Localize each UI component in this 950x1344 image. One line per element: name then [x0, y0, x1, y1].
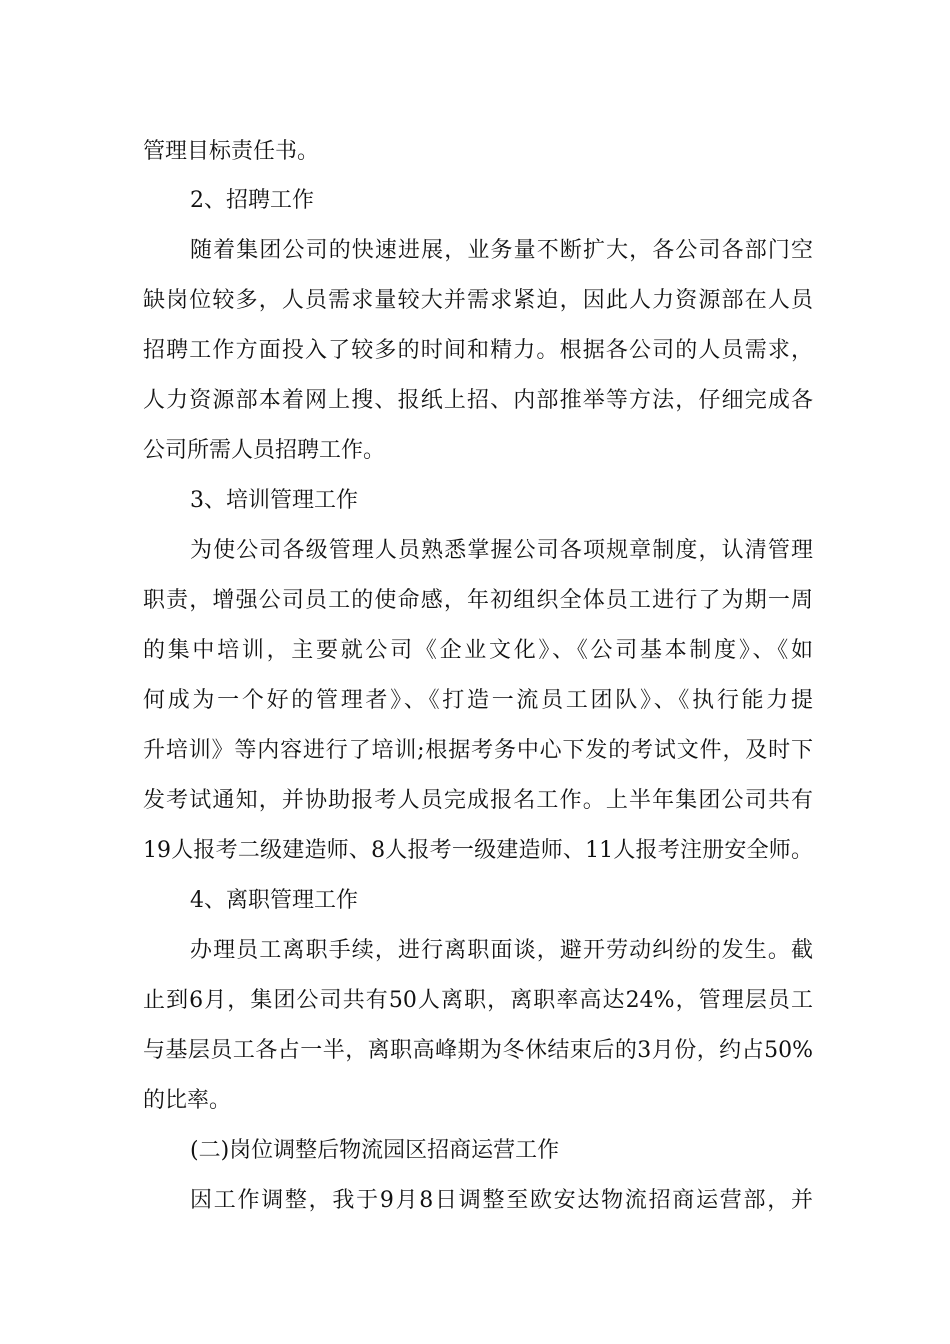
text-line: 何成为一个好的管理者》、《打造一流员工团队》、《执行能力提	[143, 688, 813, 713]
section-heading-training: 3、培训管理工作	[190, 488, 358, 513]
text-line: 办理员工离职手续，进行离职面谈，避开劳动纠纷的发生。截	[190, 938, 813, 963]
text-line: 随着集团公司的快速进展，业务量不断扩大，各公司各部门空	[190, 238, 813, 263]
text-line: 管理目标责任书。	[143, 139, 320, 164]
text-line: 的集中培训，主要就公司《企业文化》、《公司基本制度》、《如	[143, 638, 813, 663]
text-line: 公司所需人员招聘工作。	[143, 438, 386, 463]
text-line: 因工作调整，我于9月8日调整至欧安达物流招商运营部，并	[190, 1188, 813, 1213]
text-line: 人力资源部本着网上搜、报纸上招、内部推举等方法，仔细完成各	[143, 388, 813, 413]
text-line: 发考试通知，并协助报考人员完成报名工作。上半年集团公司共有	[143, 788, 813, 813]
text-line: 招聘工作方面投入了较多的时间和精力。根据各公司的人员需求，	[143, 338, 813, 363]
text-line: 的比率。	[143, 1088, 232, 1113]
section-heading-recruitment: 2、招聘工作	[190, 188, 314, 213]
text-line: 为使公司各级管理人员熟悉掌握公司各项规章制度，认清管理	[190, 538, 813, 563]
text-line: 升培训》等内容进行了培训;根据考务中心下发的考试文件，及时下	[143, 738, 813, 763]
text-line: 缺岗位较多，人员需求量较大并需求紧迫，因此人力资源部在人员	[143, 288, 813, 313]
section-heading-resignation: 4、离职管理工作	[190, 888, 358, 913]
section-heading-logistics-park: (二)岗位调整后物流园区招商运营工作	[190, 1138, 560, 1163]
text-line: 与基层员工各占一半，离职高峰期为冬休结束后的3月份，约占50%	[143, 1038, 813, 1063]
text-line: 职责，增强公司员工的使命感，年初组织全体员工进行了为期一周	[143, 588, 813, 613]
text-line: 19人报考二级建造师、8人报考一级建造师、11人报考注册安全师。	[143, 838, 813, 863]
text-line: 止到6月，集团公司共有50人离职，离职率高达24%，管理层员工	[143, 988, 813, 1013]
